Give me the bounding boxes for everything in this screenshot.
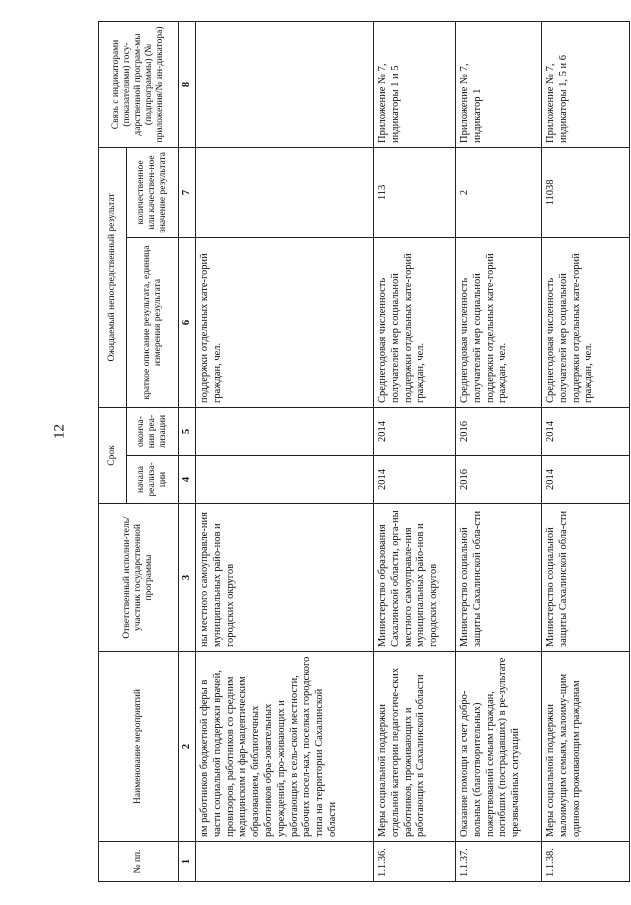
row-link: Приложение № 7, индикатор 1: [456, 21, 542, 147]
column-number: 5: [179, 407, 196, 455]
row-name: Меры социальной поддержки малоимущим семьям, малоиму-щим одиноко проживающим гражданам: [542, 652, 630, 842]
row-name: ям работников бюджетной сферы в части социальной поддержки врачей, провизоров, работников со средним медицинским и фар-мацевтическим образованием, библиотечных работников обра-зовательных учреждений, про-живающих и работающих в сель-ской местности, рабочих посел-ках, поселках городского типа на территории Сахалинской области: [196, 652, 374, 842]
header-link: Связь с индикаторами (показателями) госу-дарственной програм-мы (подпрограммы) (№ приложения/№ ин-дикатора): [99, 21, 179, 147]
row-responsible: ны местного самоуправле-ния муниципальных райо-нов и городских округов: [196, 504, 374, 652]
page-number: 12: [51, 424, 68, 439]
row-result-value: 2: [456, 147, 542, 237]
header-result-desc: краткое описание результата, единица измерения результата: [127, 237, 179, 407]
column-number: 2: [179, 652, 196, 842]
row-responsible: Министерство социальной защиты Сахалинской обла-сти: [542, 504, 630, 652]
row-end: 2016: [456, 407, 542, 455]
header-term-end: оконча-ния реа-лизации: [127, 407, 179, 455]
row-number: [196, 842, 374, 882]
column-number-row: [179, 21, 196, 881]
row-result-desc: Среднегодовая численность получателей мер социальной поддержки отдельных кате-горий граждан, чел.: [374, 237, 456, 407]
row-number: 1.1.37.: [456, 842, 542, 882]
header-result: Ожидаемый непосредственный результат: [99, 147, 127, 407]
row-start: [196, 456, 374, 504]
header-term-start: начала реализа-ции: [127, 456, 179, 504]
row-result-desc: Среднегодовая численность получателей мер социальной поддержки отдельных кате-горий граждан, чел.: [542, 237, 630, 407]
column-number: 1: [179, 842, 196, 882]
row-result-value: 113: [374, 147, 456, 237]
row-start: 2014: [374, 456, 456, 504]
row-responsible: Министерство образования Сахалинской области, орга-ны местного самоуправле-ния муниципальных райо-нов и городских округов: [374, 504, 456, 652]
row-number: 1.1.38.: [542, 842, 630, 882]
rotated-table-wrapper: [98, 22, 606, 882]
row-result-value: [196, 147, 374, 237]
column-number: 7: [179, 147, 196, 237]
header-term: Срок: [99, 407, 127, 503]
row-start: 2014: [542, 456, 630, 504]
row-number: 1.1.36.: [374, 842, 456, 882]
row-end: 2014: [542, 407, 630, 455]
row-result-desc: Среднегодовая численность получателей мер социальной поддержки отдельных кате-горий граждан, чел.: [456, 237, 542, 407]
column-number: 3: [179, 504, 196, 652]
header-result-value: количественное или качествен-ное значение результата: [127, 147, 179, 237]
header-name: Наименование мероприятий: [99, 652, 179, 842]
table-row: [374, 21, 456, 881]
table-row: [542, 21, 630, 881]
row-link: Приложение № 7, индикаторы 1 и 5: [374, 21, 456, 147]
row-link: Приложение № 7, индикаторы 1, 5 и 6: [542, 21, 630, 147]
column-number: 8: [179, 21, 196, 147]
row-start: 2016: [456, 456, 542, 504]
row-name: Оказание помощи за счет добро-вольных (благотворительных) пожертвований семьям граждан, погибших (пострадавших) в ре-зультате чрезвычайных ситуаций: [456, 652, 542, 842]
column-number: 4: [179, 456, 196, 504]
column-number: 6: [179, 237, 196, 407]
row-result-desc: поддержки отдельных кате-горий граждан, чел.: [196, 237, 374, 407]
activities-table: [98, 21, 630, 882]
table-row: [196, 21, 374, 881]
header-responsible: Ответственный исполни-тель/участник государственной программы: [99, 504, 179, 652]
header-num: № пп.: [99, 842, 179, 882]
row-result-value: 11038: [542, 147, 630, 237]
row-end: [196, 407, 374, 455]
row-link: [196, 21, 374, 147]
row-end: 2014: [374, 407, 456, 455]
row-name: Меры социальной поддержки отдельной категории педагогиче-ских работников, проживающих и работающих в Сахалинской области: [374, 652, 456, 842]
table-row: [456, 21, 542, 881]
row-responsible: Министерство социальной защиты Сахалинской обла-сти: [456, 504, 542, 652]
